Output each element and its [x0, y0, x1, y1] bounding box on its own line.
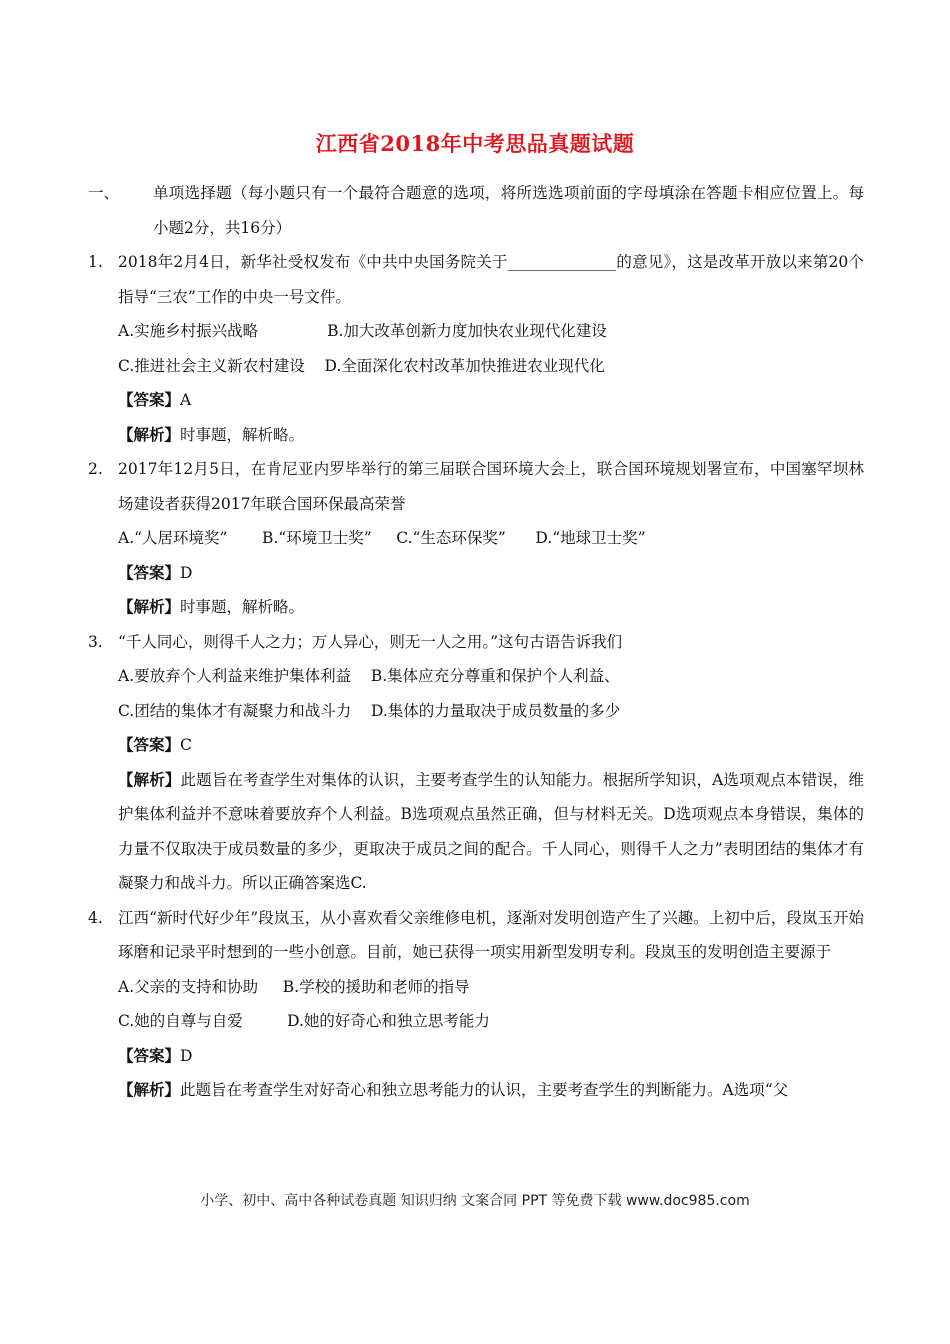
analysis-line [118, 1073, 864, 1108]
question-number: 3. [88, 632, 103, 651]
question-number: 1. [88, 253, 103, 271]
answer-line [118, 556, 864, 591]
answer-label: 【答案】 [118, 1045, 181, 1065]
page-footer[interactable]: 小学、初中、高中各种试卷真题 知识归纳 文案合同 PPT 等免费下载 www.doc985.com [200, 1193, 750, 1209]
analysis-text: 此题旨在考查学生对好奇心和独立思考能力的认识，主要考查学生的判断能力。A选项“父 [180, 1081, 789, 1099]
answer-value: C [180, 736, 192, 754]
analysis-line [118, 590, 864, 625]
question-stem: 2018年2月4日，新华社受权发布《中共中央国务院关于______________的意见》，这是改革开放以来第20个指导“三农”工作的中央一号文件。 [118, 253, 864, 306]
question-stem: “千人同心，则得千人之力；万人异心，则无一人之用。”这句古语告诉我们 [118, 632, 623, 651]
options-row: C.团结的集体才有凝聚力和战斗力 D.集体的力量取决于成员数量的多少 [118, 701, 621, 720]
options-row: A.父亲的支持和协助 B.学校的援助和老师的指导 [118, 977, 470, 996]
analysis-text: 时事题，解析略。 [180, 598, 305, 616]
section-number: 一、 [88, 184, 120, 202]
answer-value: D [180, 563, 193, 582]
section-text: 单项选择题（每小题只有一个最符合题意的选项，将所选选项前面的字母填涂在答题卡相应位置上。每小题2分，共16分） [153, 184, 864, 237]
answer-value: D [180, 1046, 193, 1065]
analysis-label: 【解析】 [118, 424, 181, 444]
question-3 [88, 625, 864, 901]
question-4 [88, 901, 864, 1108]
options-row: C.推进社会主义新农村建设 D.全面深化农村改革加快推进农业现代化 [118, 356, 605, 375]
question-number: 2. [88, 460, 103, 478]
options-row: A.实施乡村振兴战略 B.加大改革创新力度加快农业现代化建设 [118, 322, 607, 340]
answer-label: 【答案】 [118, 390, 181, 409]
analysis-line [118, 763, 864, 901]
question-stem: 2017年12月5日，在肯尼亚内罗毕举行的第三届联合国环境大会上，联合国环境规划署宣布，中国塞罕坝林场建设者获得2017年联合国环保最高荣誉 [118, 460, 864, 513]
page-title: 江西省2018年中考思品真题试题 [315, 131, 635, 156]
document-content [88, 176, 864, 1108]
analysis-label: 【解析】 [118, 597, 181, 616]
question-stem: 江西“新时代好少年”段岚玉，从小喜欢看父亲维修电机，逐渐对发明创造产生了兴趣。上初中后，段岚玉开始琢磨和记录平时想到的一些小创意。目前，她已获得一项实用新型发明专利。段岚玉的发明创造主要源于 [118, 908, 864, 961]
analysis-label: 【解析】 [118, 1080, 181, 1099]
answer-label: 【答案】 [118, 562, 181, 582]
answer-value: A [180, 391, 192, 409]
analysis-text: 时事题，解析略。 [180, 425, 305, 444]
answer-label: 【答案】 [118, 735, 181, 754]
options-row: C.她的自尊与自爱 D.她的好奇心和独立思考能力 [118, 1012, 490, 1030]
options-row: A.“人居环境奖” B.“环境卫士奖” C.“生态环保奖” D.“地球卫士奖” [118, 529, 646, 547]
section-heading [88, 176, 864, 245]
question-number: 4. [88, 908, 103, 927]
options-row: A.要放弃个人利益来维护集体利益 B.集体应充分尊重和保护个人利益、 [118, 667, 620, 685]
analysis-label: 【解析】 [118, 769, 181, 789]
analysis-text: 此题旨在考查学生对集体的认识，主要考查学生的认知能力。根据所学知识，A选项观点本错误，维护集体利益并不意味着要放弃个人利益。B选项观点虽然正确，但与材料无关。D选项观点本身错误，集体的力量不仅取决于成员数量的多少，更取决于成员之间的配合。千人同心，则得千人之力”表明团结的集体才有凝聚力和战斗力。所以正确答案选C. [118, 770, 864, 892]
question-2 [88, 452, 864, 625]
question-1 [88, 245, 864, 452]
answer-line [118, 383, 864, 418]
analysis-line [118, 418, 864, 453]
answer-line [118, 728, 864, 763]
answer-line [118, 1039, 864, 1074]
